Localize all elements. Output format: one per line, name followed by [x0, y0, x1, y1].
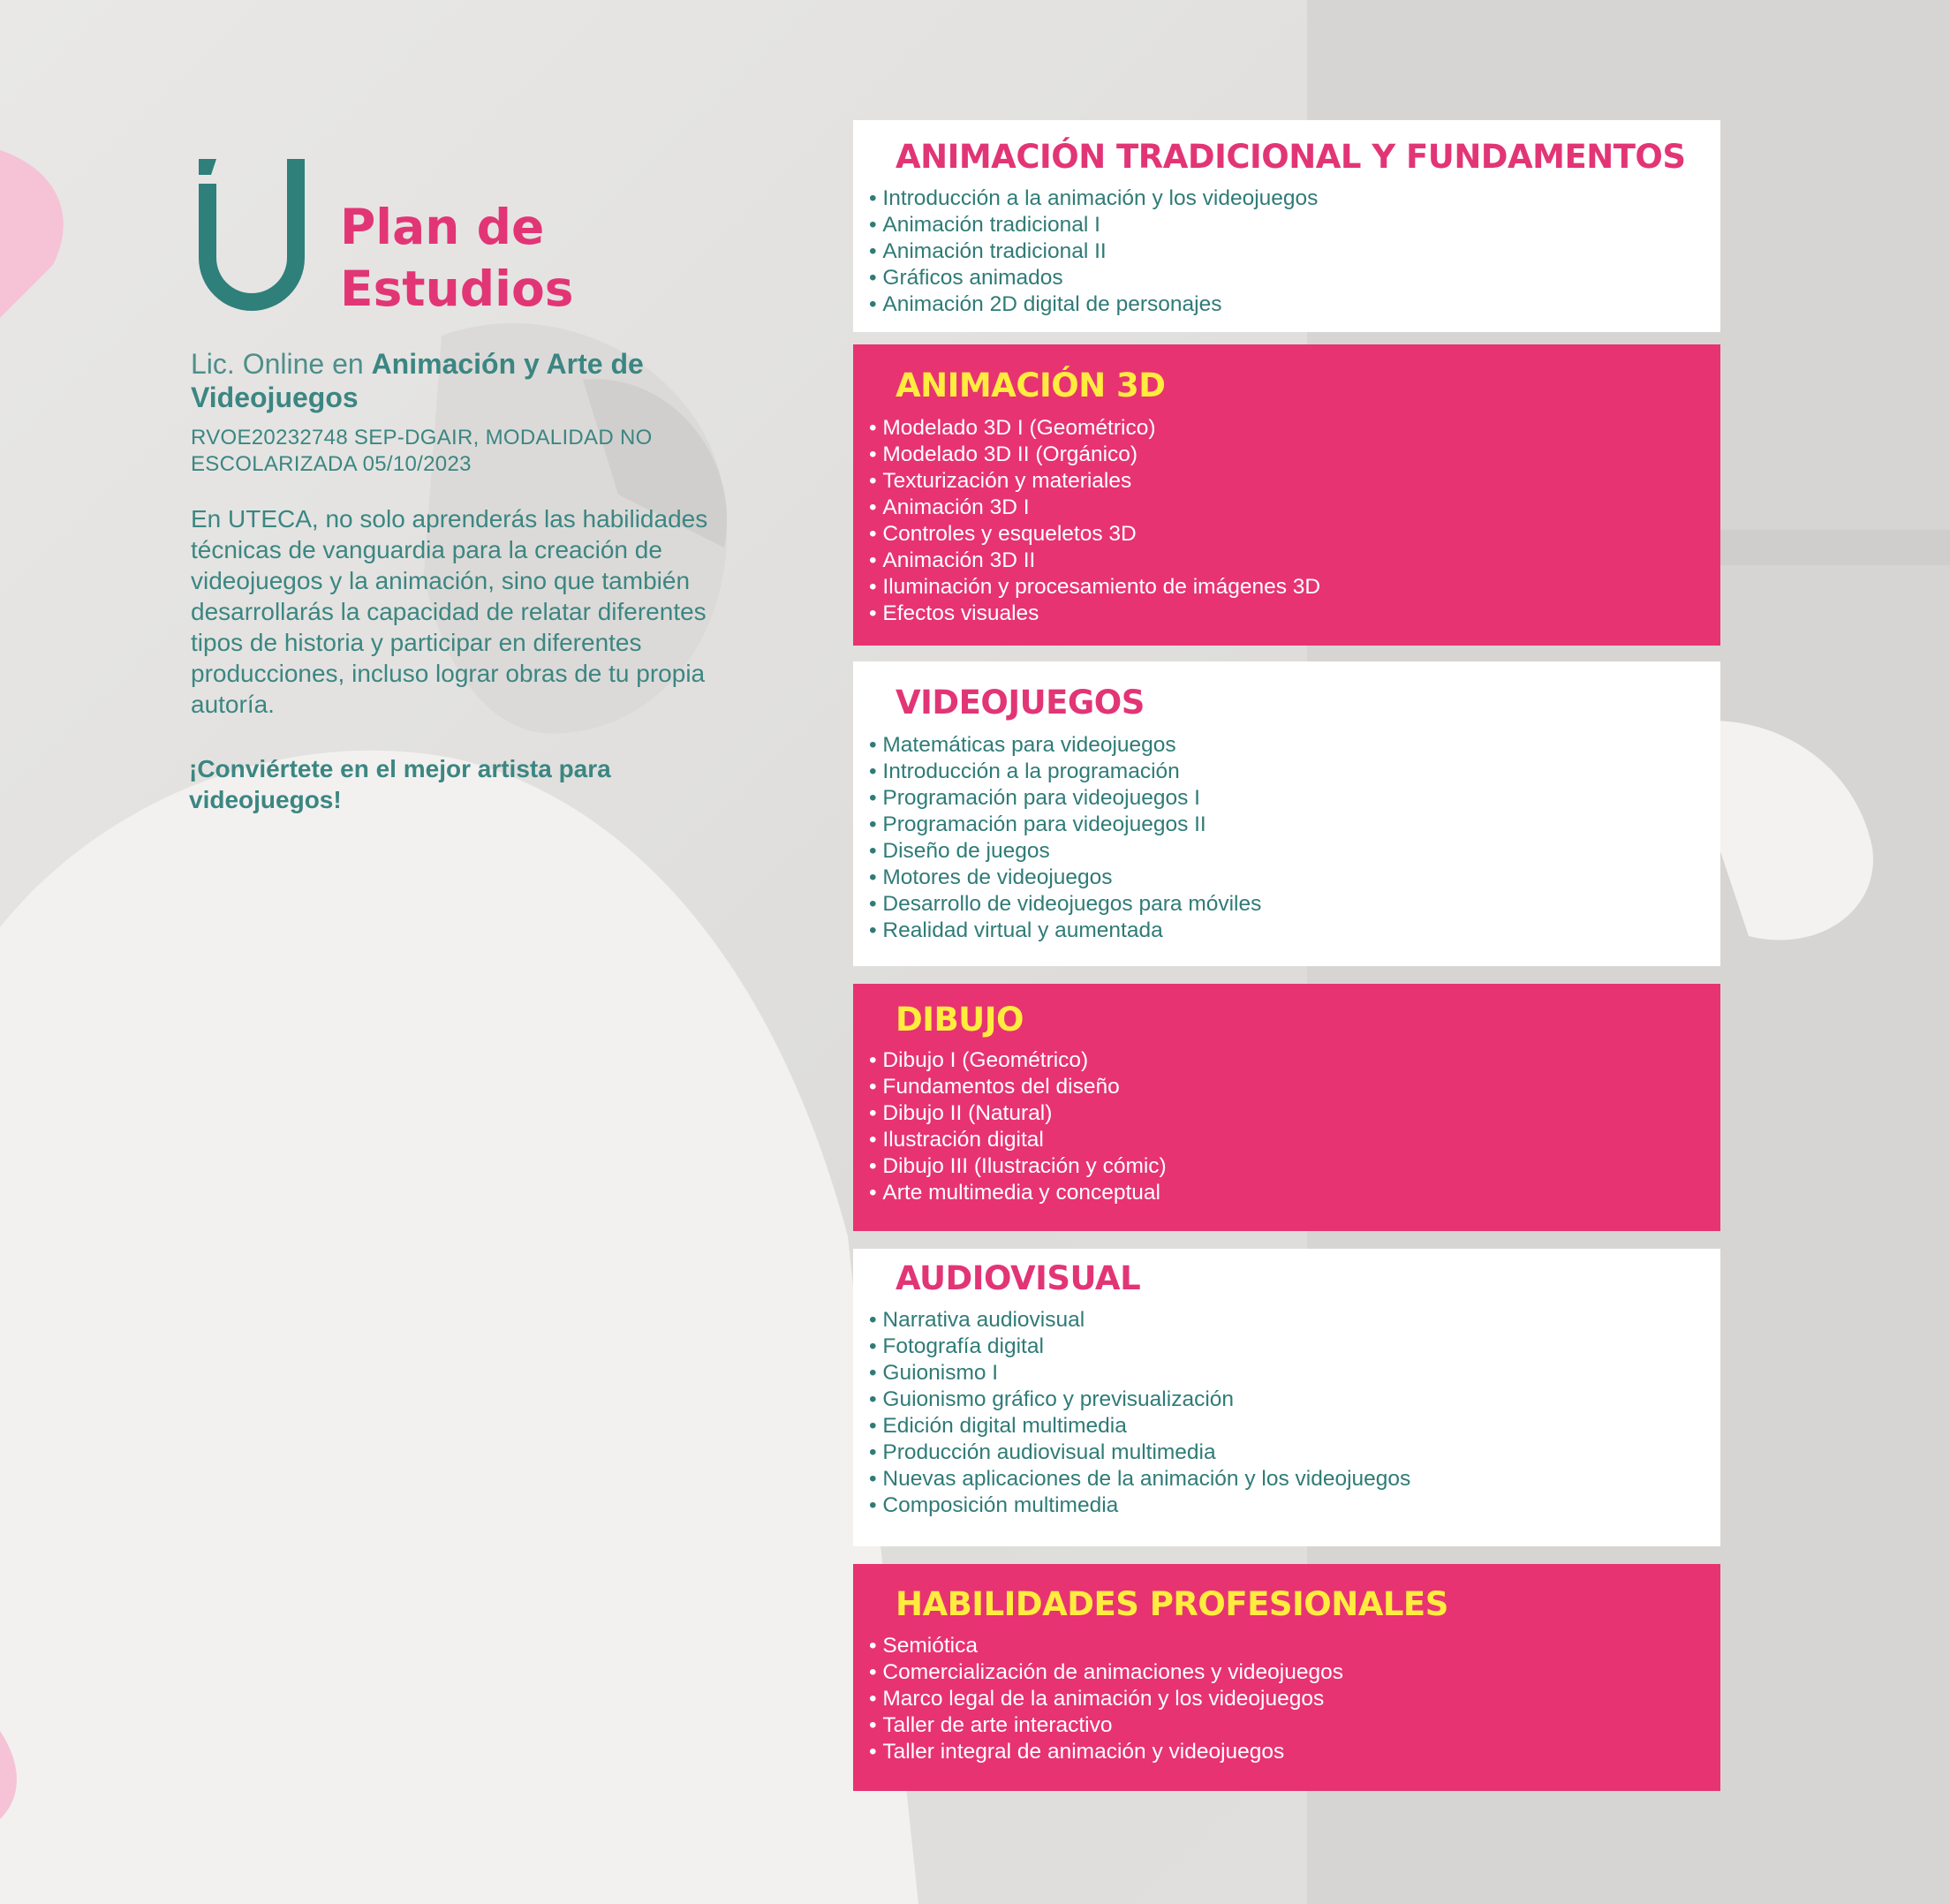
list-item: • Edición digital multimedia — [869, 1413, 1410, 1439]
list-item: • Diseño de juegos — [869, 838, 1261, 865]
section-title: VIDEOJUEGOS — [896, 684, 1145, 722]
section-list — [869, 732, 1261, 944]
list-item: • Arte multimedia y conceptual — [869, 1180, 1167, 1206]
title-line-2: Estudios — [340, 261, 574, 317]
list-item: • Comercialización de animaciones y videojuegos — [869, 1659, 1343, 1686]
section-card-animacion-3d — [853, 344, 1720, 646]
list-item: • Fotografía digital — [869, 1334, 1410, 1360]
list-item: • Composición multimedia — [869, 1492, 1410, 1519]
rvoe-text: RVOE20232748 SEP-DGAIR, MODALIDAD NO ESCOLARIZADA 05/10/2023 — [191, 426, 653, 476]
list-item: • Taller de arte interactivo — [869, 1712, 1343, 1739]
section-list — [869, 185, 1318, 318]
list-item: • Guionismo gráfico y previsualización — [869, 1386, 1410, 1413]
section-list — [869, 415, 1320, 627]
list-item: • Animación tradicional I — [869, 212, 1318, 238]
section-title: ANIMACIÓN 3D — [896, 366, 1166, 404]
list-item: • Modelado 3D II (Orgánico) — [869, 442, 1320, 468]
section-card-habilidades-profesionales — [853, 1564, 1720, 1791]
program-subtitle — [191, 347, 738, 414]
list-item: • Gráficos animados — [869, 265, 1318, 291]
list-item: • Desarrollo de videojuegos para móviles — [869, 891, 1261, 918]
list-item: • Narrativa audiovisual — [869, 1307, 1410, 1334]
list-item: • Nuevas aplicaciones de la animación y los videojuegos — [869, 1466, 1410, 1492]
section-card-dibujo — [853, 984, 1720, 1231]
list-item: • Animación tradicional II — [869, 238, 1318, 265]
program-prefix: Lic. Online en — [191, 348, 364, 380]
list-item: • Modelado 3D I (Geométrico) — [869, 415, 1320, 442]
section-list — [869, 1307, 1410, 1519]
list-item: • Introducción a la animación y los videojuegos — [869, 185, 1318, 212]
section-title: DIBUJO — [896, 1001, 1024, 1039]
section-title: AUDIOVISUAL — [896, 1259, 1141, 1297]
uteca-logo-icon — [190, 159, 314, 318]
section-card-videojuegos — [853, 661, 1720, 966]
list-item: • Dibujo I (Geométrico) — [869, 1047, 1167, 1074]
list-item: • Marco legal de la animación y los videojuegos — [869, 1686, 1343, 1712]
section-card-audiovisual — [853, 1249, 1720, 1546]
list-item: • Taller integral de animación y videojuegos — [869, 1739, 1343, 1765]
list-item: • Producción audiovisual multimedia — [869, 1439, 1410, 1466]
section-card-animacion-tradicional — [853, 120, 1720, 332]
list-item: • Realidad virtual y aumentada — [869, 918, 1261, 944]
list-item: • Animación 3D II — [869, 548, 1320, 574]
list-item: • Dibujo II (Natural) — [869, 1100, 1167, 1127]
list-item: • Programación para videojuegos I — [869, 785, 1261, 812]
section-list — [869, 1047, 1167, 1206]
list-item: • Fundamentos del diseño — [869, 1074, 1167, 1100]
page-title — [340, 196, 574, 320]
list-item: • Texturización y materiales — [869, 468, 1320, 495]
list-item: • Introducción a la programación — [869, 759, 1261, 785]
program-description: En UTECA, no solo aprenderás las habilidades técnicas de vanguardia para la creación de videojuegos y la animación, sino que también desarrollarás la capacidad de relatar diferentes tipos de historia y participar en diferentes producciones, incluso lograr obras de tu propia autoría. — [191, 505, 708, 718]
list-item: • Dibujo III (Ilustración y cómic) — [869, 1153, 1167, 1180]
list-item: • Semiótica — [869, 1633, 1343, 1659]
list-item: • Matemáticas para videojuegos — [869, 732, 1261, 759]
list-item: • Iluminación y procesamiento de imágenes 3D — [869, 574, 1320, 601]
list-item: • Animación 3D I — [869, 495, 1320, 521]
list-item: • Animación 2D digital de personajes — [869, 291, 1318, 318]
section-list — [869, 1633, 1343, 1765]
title-line-1: Plan de — [340, 199, 545, 255]
section-title: HABILIDADES PROFESIONALES — [896, 1585, 1448, 1623]
list-item: • Ilustración digital — [869, 1127, 1167, 1153]
list-item: • Guionismo I — [869, 1360, 1410, 1386]
list-item: • Programación para videojuegos II — [869, 812, 1261, 838]
list-item: • Efectos visuales — [869, 601, 1320, 627]
program-name: Animación y Arte de Videojuegos — [191, 348, 644, 413]
call-to-action: ¡Conviértete en el mejor artista para videojuegos! — [189, 755, 611, 813]
list-item: • Controles y esqueletos 3D — [869, 521, 1320, 548]
list-item: • Motores de videojuegos — [869, 865, 1261, 891]
section-title: ANIMACIÓN TRADICIONAL Y FUNDAMENTOS — [896, 138, 1686, 176]
